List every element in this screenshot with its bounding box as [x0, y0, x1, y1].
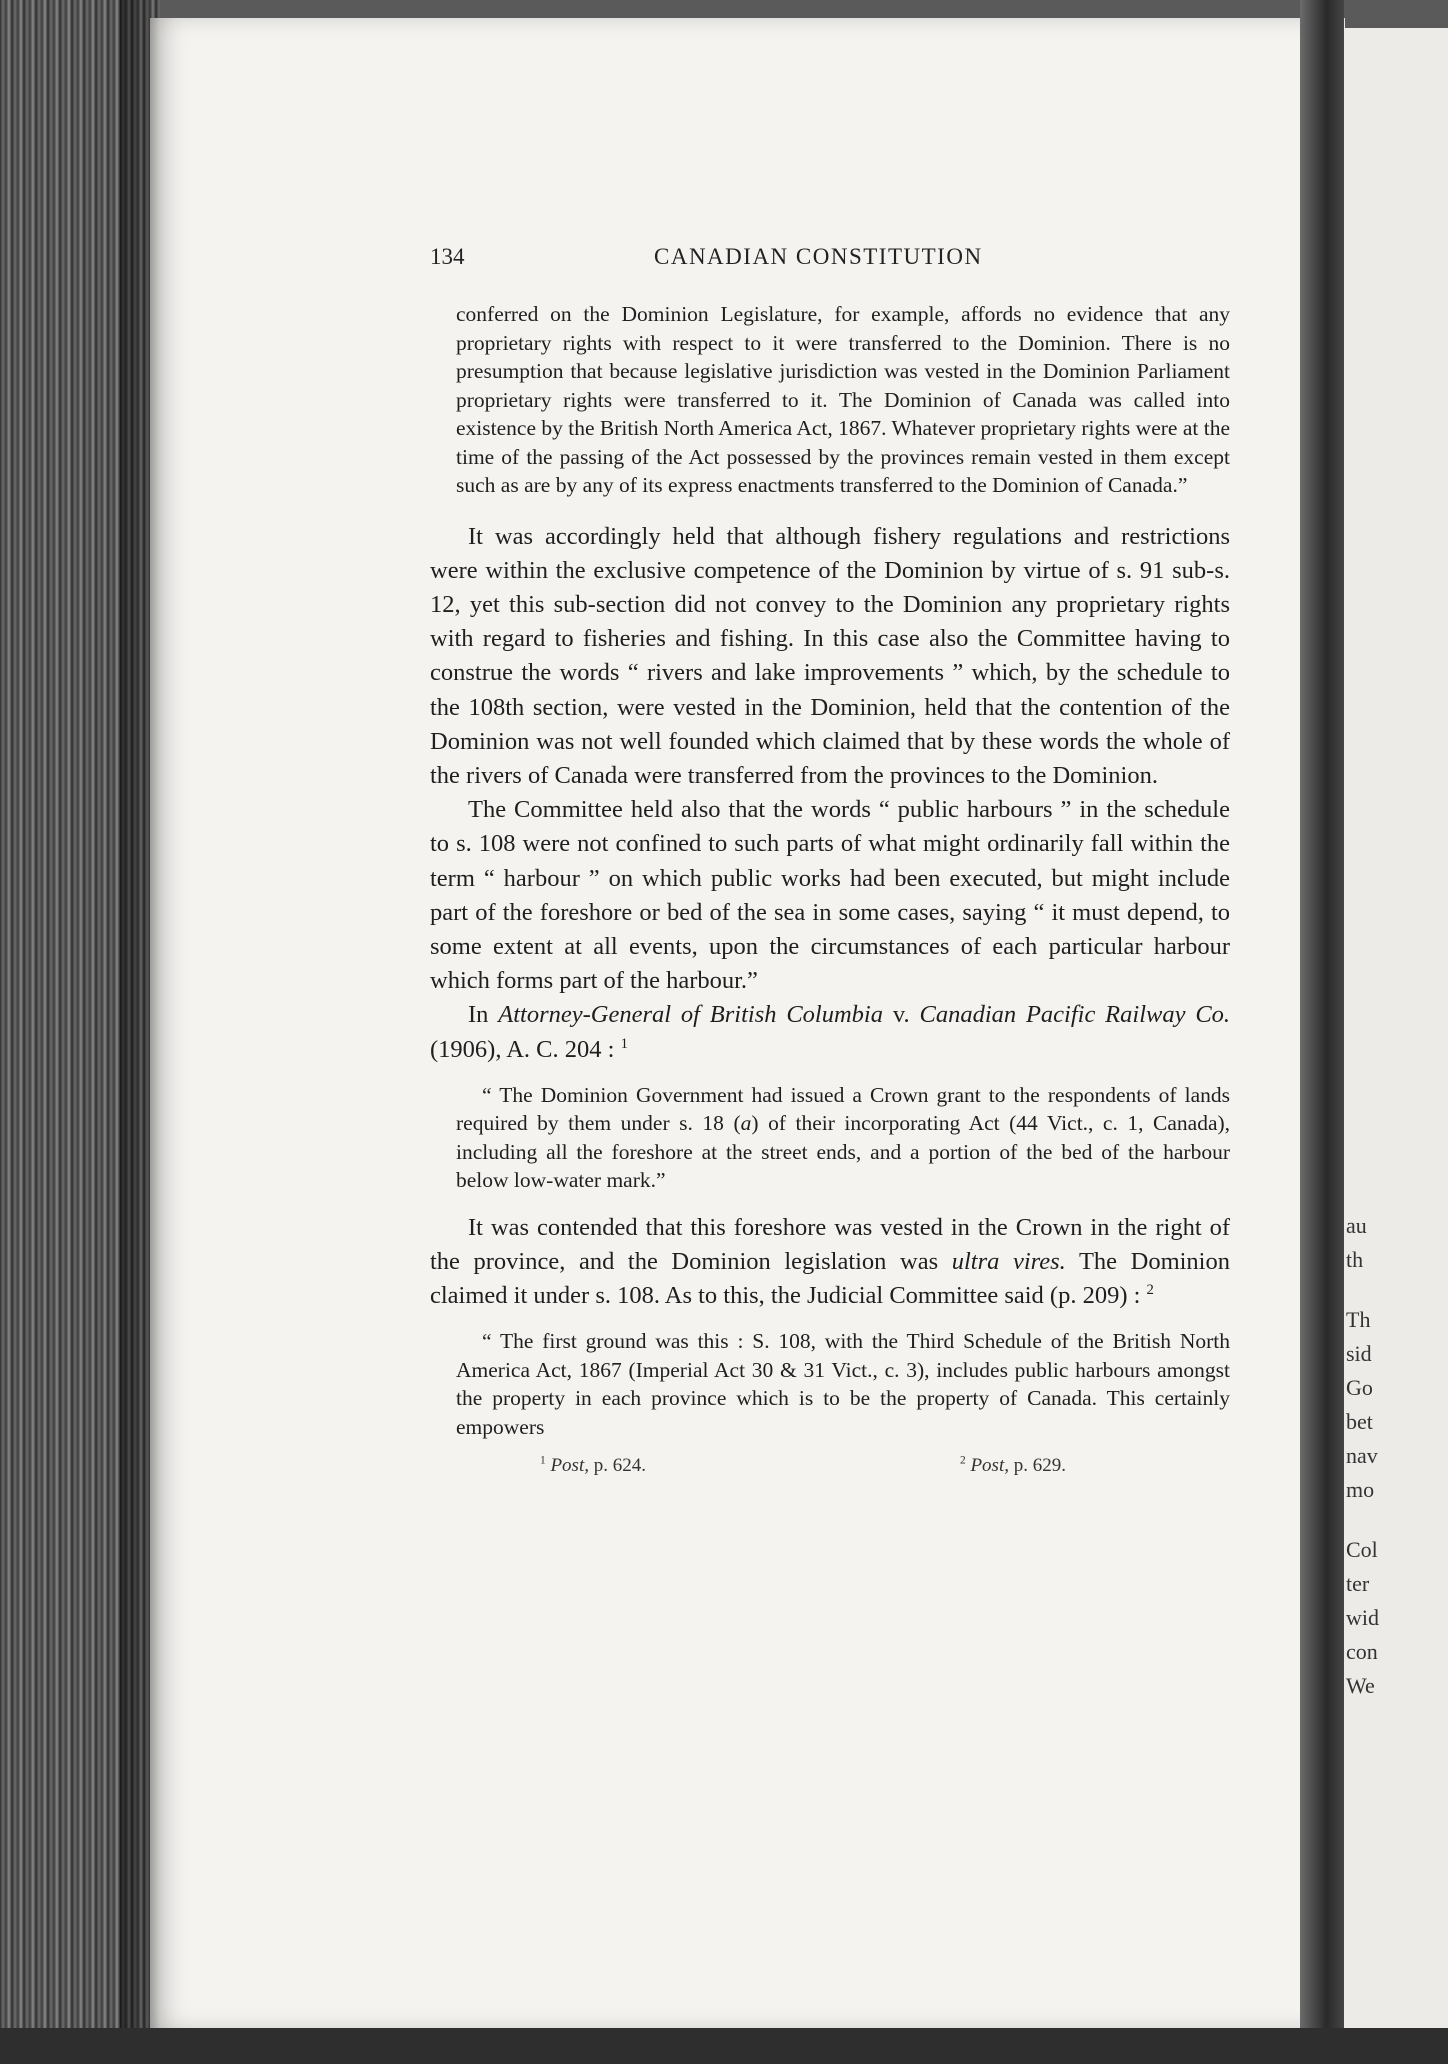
paragraph-text: The Dominion claimed it under s. 108. As to this, the Judicial Committee said (p. 209) :: [430, 1247, 1230, 1310]
paragraph-lead: In: [468, 1001, 489, 1029]
footnote-mark: 1: [540, 1455, 546, 1468]
facing-page-fragment: nav: [1346, 1443, 1378, 1468]
footnote-page: p. 629.: [1013, 1455, 1066, 1477]
book-gutter: [1300, 0, 1344, 2064]
footnote-mark: 2: [960, 1455, 966, 1468]
footnote-2: [960, 1451, 1066, 1480]
quote-text: of their incorporating Act (44 Vict., c. 1, Canada), including all the foreshore at the street ends, and a portion of the bed of the harbour below low-water mark.”: [456, 1111, 1231, 1193]
facing-page-fragment: mo: [1346, 1477, 1375, 1502]
facing-page-fragment: We: [1346, 1673, 1375, 1698]
block-quote: [456, 1081, 1230, 1195]
spine-shadow: [120, 0, 160, 2064]
facing-page-fragment: Go: [1346, 1375, 1373, 1400]
footnote-word: Post,: [970, 1455, 1009, 1477]
footnote-reference: 1: [620, 1035, 628, 1052]
versus: v.: [892, 1001, 910, 1029]
facing-page-fragment: sid: [1346, 1341, 1372, 1366]
book-bottom-edge: [0, 2028, 1448, 2064]
paragraph: It was accordingly held that although fishery regulations and restrictions were within the exclusive competence of the Dominion by virtue of s. 91 sub-s. 12, yet this sub-section did not convey to the Dominion any proprietary rights with regard to fisheries and fishing. In this case also the Committee having to construe the words “ rivers and lake improvements ” which, by the schedule to the 108th section, were vested in the Dominion, held that the contention of the Dominion was not well founded which claimed that by these words the whole of the rivers of Canada were transferred from the provinces to the Dominion.: [430, 522, 1230, 789]
footnote-page: p. 624.: [593, 1455, 646, 1477]
case-citation: (1906), A. C. 204 :: [430, 1035, 615, 1063]
facing-page-fragment: Th: [1346, 1307, 1371, 1332]
running-head: [430, 244, 1330, 278]
facing-page-fragment: wid: [1346, 1605, 1379, 1630]
page-number: 134: [430, 244, 465, 269]
page-body: [430, 300, 1230, 1481]
paragraph: The Committee held also that the words “ public harbours ” in the schedule to s. 108 were not confined to such parts of what might ordinarily fall within the term “ harbour ” on which public works had been executed, but might include part of the foreshore or bed of the sea in some cases, saying “ it must depend, to some extent at all events, upon the circumstances of each particular harbour which forms part of the harbour.”: [430, 796, 1230, 995]
facing-page-fragment: con: [1346, 1639, 1378, 1664]
paragraph: [430, 1211, 1230, 1314]
footnote-word: Post,: [550, 1455, 589, 1477]
facing-page-fragment: th: [1346, 1247, 1364, 1272]
block-quote: “ The first ground was this : S. 108, with the Third Schedule of the British North America Act, 1867 (Imperial Act 30 & 31 Vict., c. 3), includes public harbours amongst the property in each province which is to be the property of Canada. This certainly empowers: [456, 1329, 1230, 1439]
block-quote: conferred on the Dominion Legislature, for example, affords no evidence that any proprietary rights with respect to it were transferred to the Dominion. There is no presumption that because legislative jurisdiction was vested in the Dominion Parliament proprietary rights were transferred to it. The Dominion of Canada was called into existence by the British North America Act, 1867. Whatever proprietary rights were at the time of the passing of the Act possessed by the provinces remain vested in them except such as are by any of its express enactments transferred to the Dominion of Canada.”: [456, 302, 1230, 497]
footnote-1: [540, 1451, 646, 1480]
latin-term: ultra vires.: [951, 1247, 1066, 1275]
facing-page: [1344, 28, 1448, 2028]
quote-paren: (: [733, 1111, 741, 1136]
footnote-reference: 2: [1146, 1282, 1154, 1298]
case-party: Attorney-General of British Columbia: [498, 1001, 883, 1029]
quote-italic: a: [740, 1111, 752, 1136]
running-title: CANADIAN CONSTITUTION: [654, 244, 983, 269]
paragraph-text: It was contended that this foreshore was vested in the Crown in the right of the province, and the Dominion legislation was: [430, 1213, 1230, 1275]
facing-page-fragment: Col: [1346, 1537, 1378, 1562]
footnotes: [430, 1451, 1230, 1481]
facing-page-fragment: bet: [1346, 1409, 1373, 1434]
case-party: Canadian Pacific Railway Co.: [919, 1001, 1231, 1029]
facing-page-fragment: ter: [1346, 1571, 1370, 1596]
quote-paren: ): [751, 1111, 759, 1136]
quote-text: “ The Dominion Government had issued a Crown grant to the respondents of lands required by them under s. 18: [456, 1082, 1230, 1136]
facing-page-fragment: au: [1346, 1213, 1367, 1238]
paragraph: [430, 998, 1230, 1066]
